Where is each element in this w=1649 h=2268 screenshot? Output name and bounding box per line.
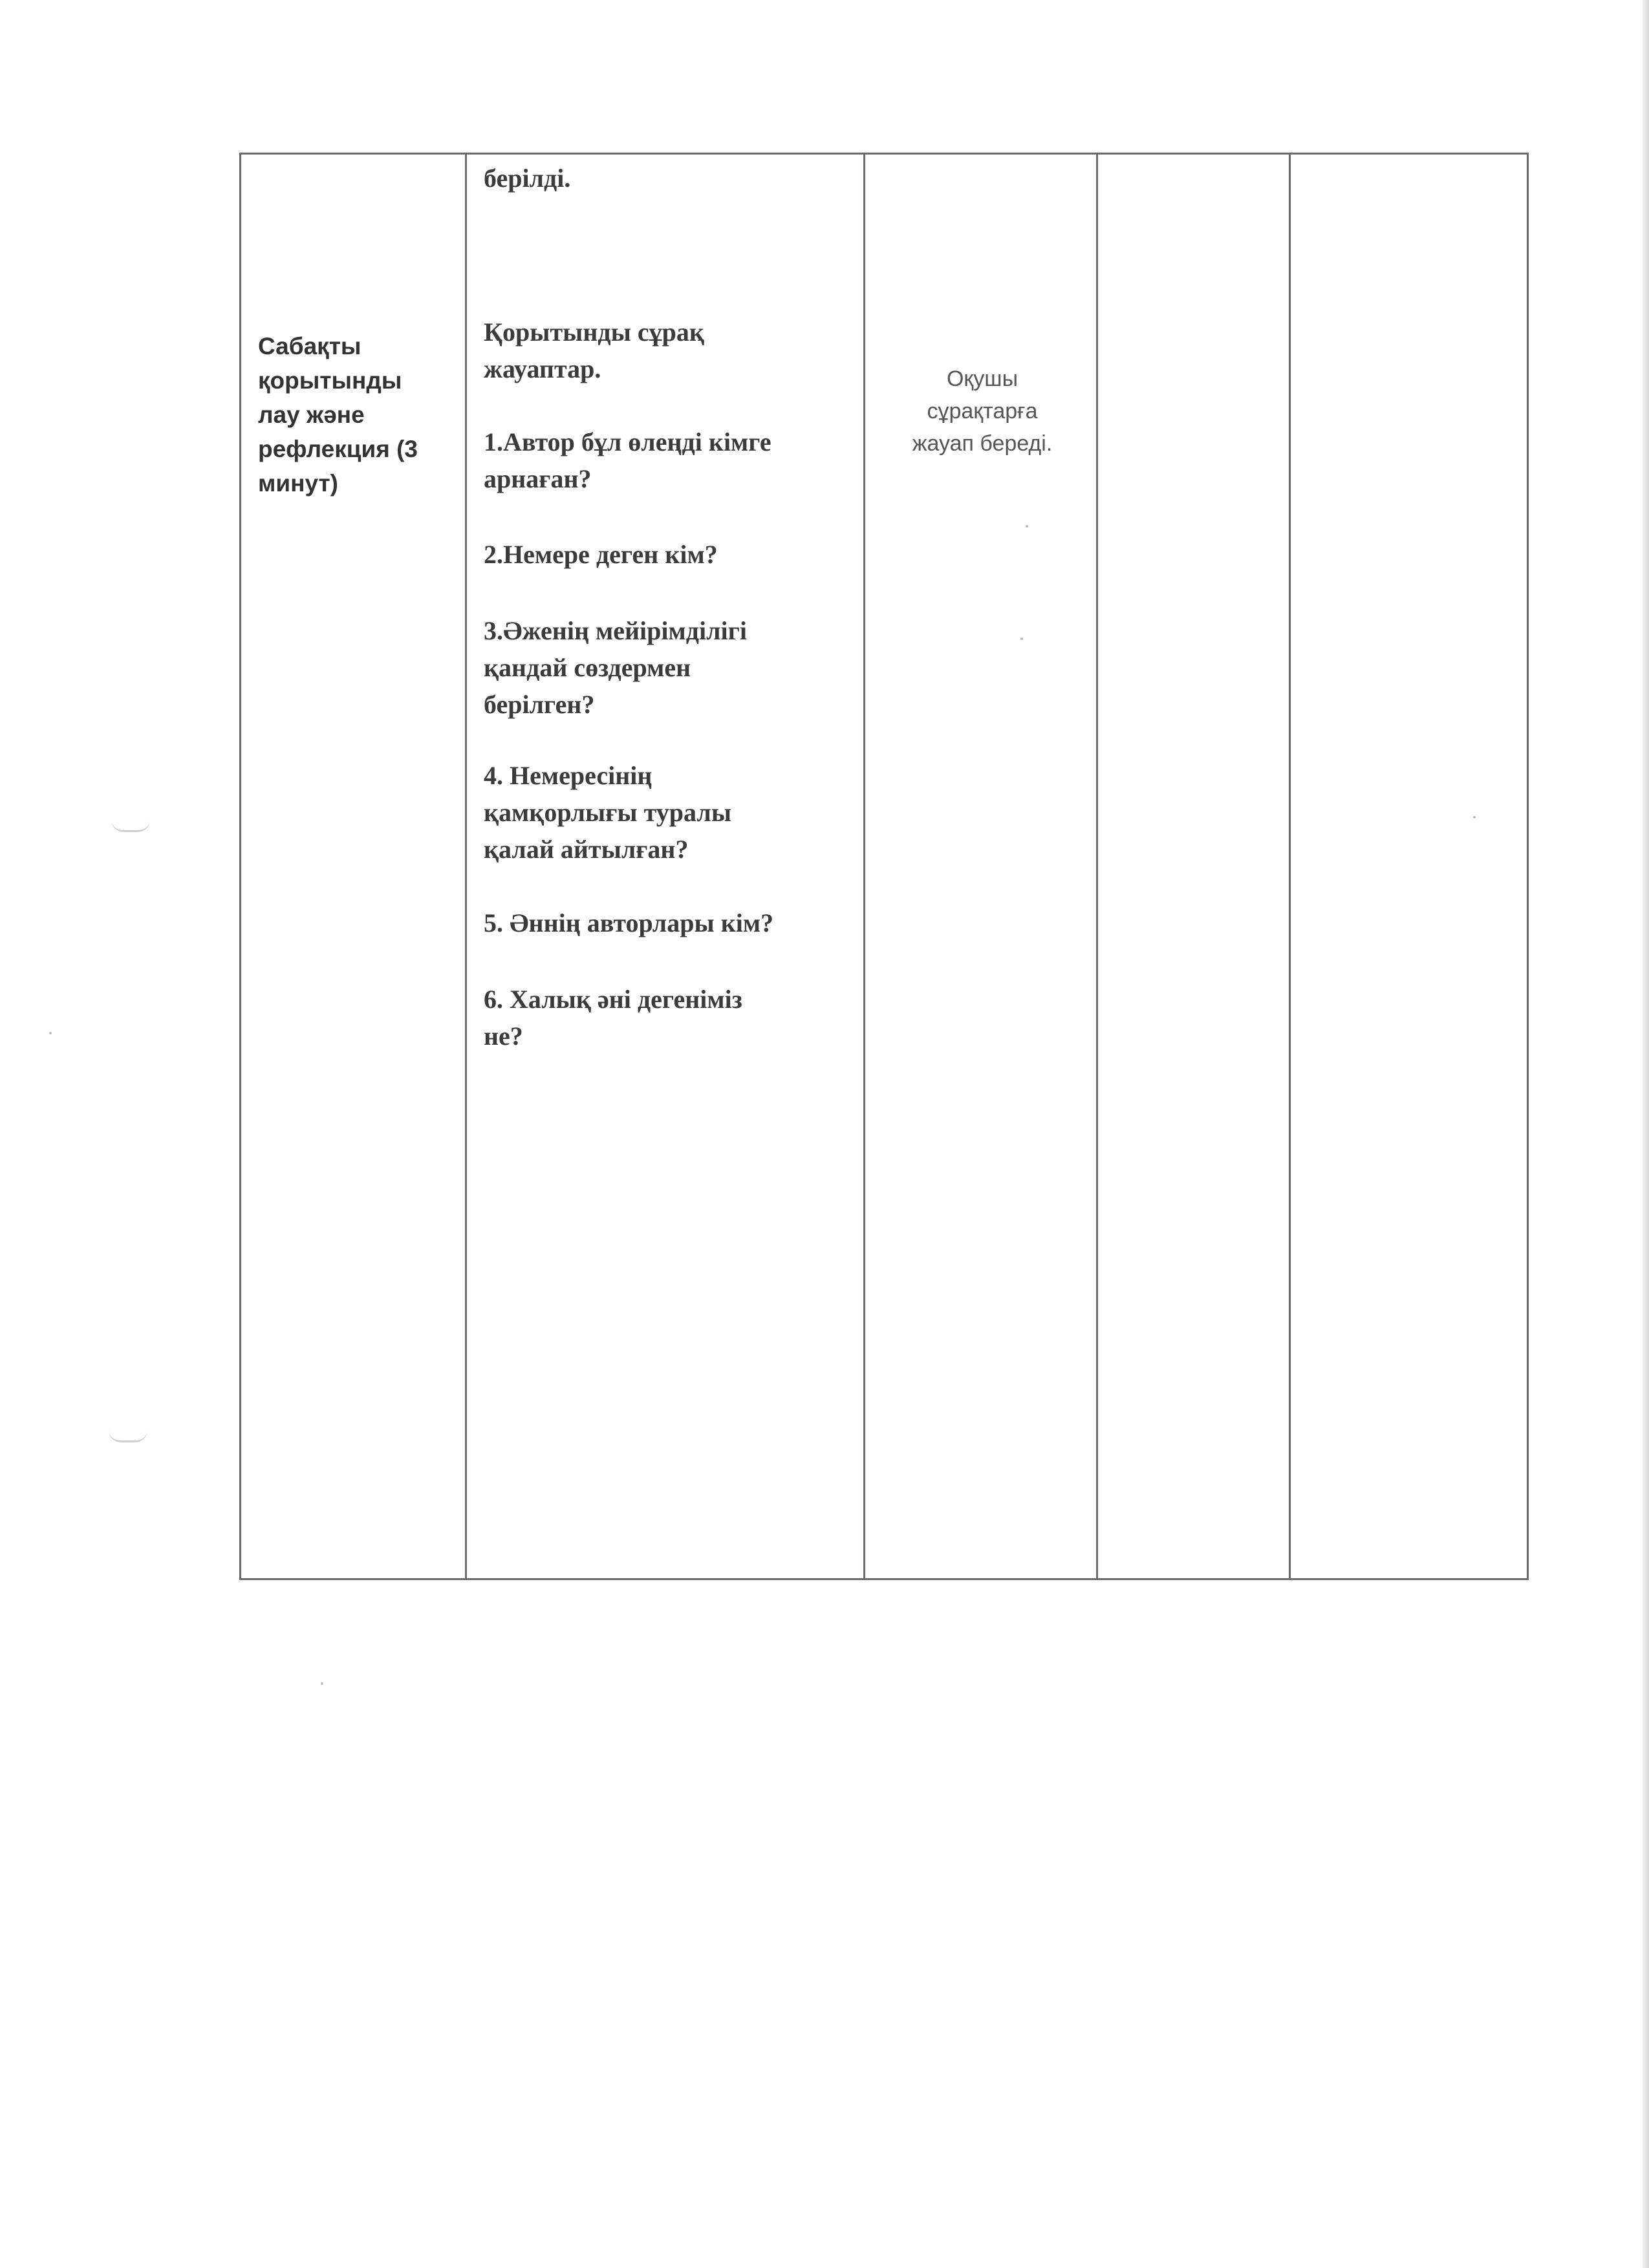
scanned-page-edge (1643, 0, 1649, 2268)
summary-questions-heading: Қорытынды сұрақ жауаптар. (484, 317, 704, 383)
scan-mark (111, 820, 150, 832)
question-item: 6. Халық әні дегеніміз не? (484, 985, 742, 1051)
student-activity-column (863, 155, 1096, 1578)
lesson-stage-title: Сабақты қорытынды лау және рефлекция (3 минут) (258, 333, 418, 497)
scan-speck (49, 1032, 52, 1034)
teacher-activity-column (465, 155, 863, 1578)
question-item: 5. Әннің авторлары кім? (484, 908, 774, 937)
question-item: 1.Автор бұл өлеңді кімге арнаған? (484, 427, 771, 493)
question-item: 3.Әженің мейірімділігі қандай сөздермен берілген? (484, 616, 747, 719)
question-item: 4. Немересінің қамқорлығы туралы қалай айтылған? (484, 761, 732, 864)
lesson-stage-column (241, 155, 465, 1578)
assessment-column (1096, 155, 1289, 1578)
resources-column (1289, 155, 1531, 1578)
scan-speck (321, 1682, 323, 1685)
lesson-plan-table (239, 153, 1529, 1580)
student-activity-text: Оқушы сұрақтарға жауап береді. (912, 367, 1053, 456)
scan-mark (109, 1430, 147, 1442)
question-item: 2.Немере деген кім? (484, 540, 718, 569)
carry-over-text: берілді. (484, 164, 571, 193)
